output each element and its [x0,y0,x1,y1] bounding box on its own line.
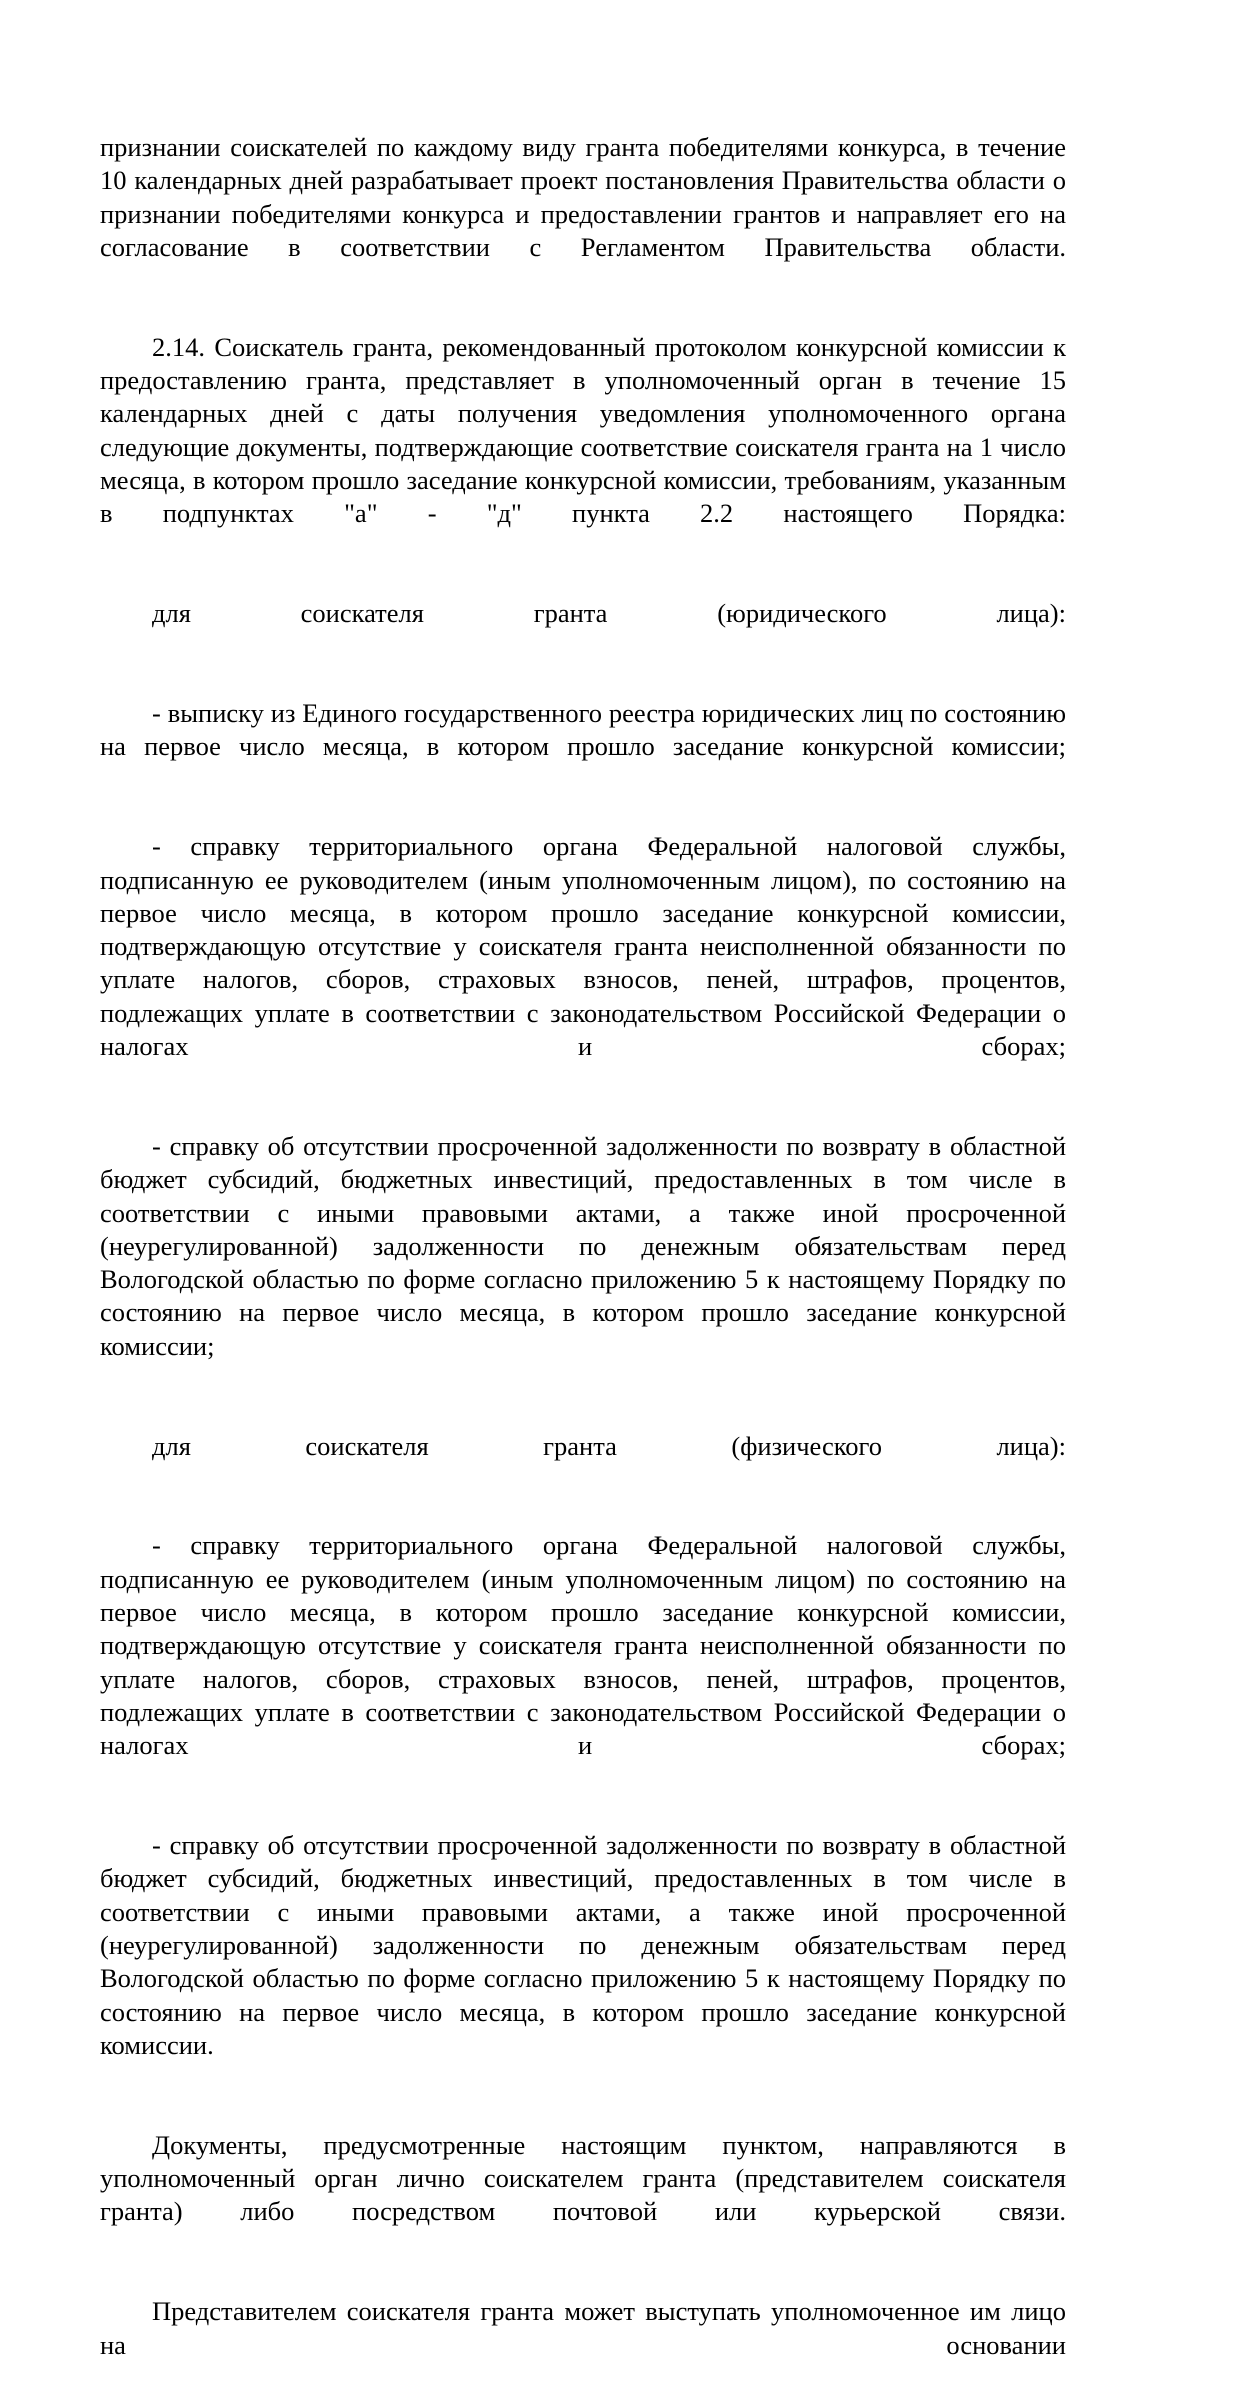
page-text-column [100,131,1066,2395]
paragraph-heading-individual: для соискателя гранта (физического лица): [152,1430,1066,1461]
paragraph-fts-certificate-legal: - справку территориального органа Федеральной налоговой службы, подписанную ее руководителем (иным уполномоченным лицом), по состоянию на первое число месяца, в котором прошло заседание конкурсной комиссии, подтверждающую отсутствие у соискателя гранта неисполненной обязанности по уплате налогов, сборов, страховых взносов, пеней, штрафов, процентов, подлежащих уплате в соответствии с законодательством Российской Федерации о налогах и сборах; [100,831,1066,1062]
paragraph-continuation: признании соискателей по каждому виду гранта победителями конкурса, в течение 10 календарных дней разрабатывает проект постановления Правительства области о признании победителями конкурса и предоставлении грантов и направляет его на согласование в соответствии с Регламентом Правительства области. [100,132,1066,262]
paragraph-documents-submission: Документы, предусмотренные настоящим пунктом, направляются в уполномоченный орган лично соискателем гранта (представителем соискателя гранта) либо посредством почтовой или курьерской связи. [100,2129,1066,2227]
paragraph-egrul-extract: - выписку из Единого государственного реестра юридических лиц по состоянию на первое число месяца, в котором прошло заседание конкурсной комиссии; [100,698,1066,762]
paragraph-fts-certificate-individual: - справку территориального органа Федеральной налоговой службы, подписанную ее руководителем (иным уполномоченным лицом) по состоянию на первое число месяца, в котором прошло заседание конкурсной комиссии, подтверждающую отсутствие у соискателя гранта неисполненной обязанности по уплате налогов, сборов, страховых взносов, пеней, штрафов, процентов, подлежащих уплате в соответствии с законодательством Российской Федерации о налогах и сборах; [100,1530,1066,1761]
paragraph-overdue-debt-individual: - справку об отсутствии просроченной задолженности по возврату в областной бюджет субсидий, бюджетных инвестиций, предоставленных в том числе в соответствии с иными правовыми актами, а также иной просроченной (неурегулированной) задолженности по денежным обязательствам перед Вологодской областью по форме согласно приложению 5 к настоящему Порядку по состоянию на первое число месяца, в котором прошло заседание конкурсной комиссии. [100,1830,1066,2060]
paragraph-overdue-debt-legal: - справку об отсутствии просроченной задолженности по возврату в областной бюджет субсидий, бюджетных инвестиций, предоставленных в том числе в соответствии с иными правовыми актами, а также иной просроченной (неурегулированной) задолженности по денежным обязательствам перед Вологодской областью по форме согласно приложению 5 к настоящему Порядку по состоянию на первое число месяца, в котором прошло заседание конкурсной комиссии; [100,1130,1066,1361]
paragraph-representative: Представителем соискателя гранта может выступать уполномоченное им лицо на основании [100,2296,1066,2360]
paragraph-heading-legal-entity: для соискателя гранта (юридического лица): [152,598,1066,629]
paragraph-clause-2-14: 2.14. Соискатель гранта, рекомендованный протоколом конкурсной комиссии к предоставлению гранта, представляет в уполномоченный орган в течение 15 календарных дней с даты получения уведомления уполномоченного органа следующие документы, подтверждающие соответствие соискателя гранта на 1 число месяца, в котором прошло заседание конкурсной комиссии, требованиям, указанным в подпунктах "а" - "д" пункта 2.2 настоящего Порядка: [100,331,1066,529]
